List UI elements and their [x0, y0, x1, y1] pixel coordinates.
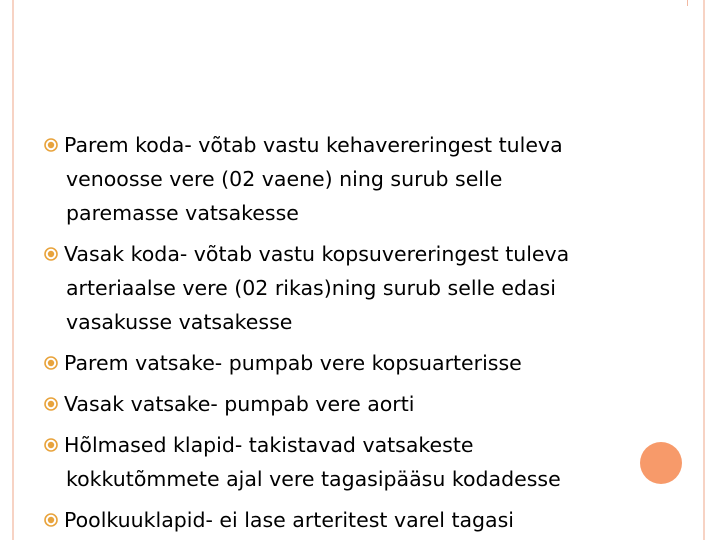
bullet-text: Parem vatsake- pumpab vere kopsuarterisse	[64, 351, 522, 375]
bullet-item	[44, 428, 624, 496]
sun-bullet-icon	[44, 138, 58, 152]
sun-bullet-icon	[44, 356, 58, 370]
decorative-dash	[687, 0, 688, 6]
bullet-text: Vasak vatsake- pumpab vere aorti	[64, 392, 415, 416]
bullet-text: Poolkuuklapid- ei lase arteritest varel tagasi	[64, 508, 514, 532]
sun-bullet-icon	[44, 397, 58, 411]
bullet-list	[44, 128, 624, 544]
bullet-text: Hõlmased klapid- takistavad vatsakeste	[64, 433, 474, 457]
bullet-item	[44, 346, 624, 380]
bullet-text-continuation: arteriaalse vere (02 rikas)ning surub selle edasi	[66, 276, 556, 300]
bullet-text: Parem koda- võtab vastu kehavereringest tuleva	[64, 133, 563, 157]
bullet-item	[44, 128, 624, 230]
bullet-item	[44, 387, 624, 421]
bullet-text-continuation: vasakusse vatsakesse	[66, 310, 293, 334]
bullet-text-continuation: paremasse vatsakesse	[66, 201, 299, 225]
sun-bullet-icon	[44, 438, 58, 452]
sun-bullet-icon	[44, 247, 58, 261]
bullet-text-continuation: venoosse vere (02 vaene) ning surub selle	[66, 167, 503, 191]
accent-dot	[640, 442, 682, 484]
bullet-item	[44, 237, 624, 339]
bullet-item	[44, 503, 624, 537]
bullet-text-continuation: kokkutõmmete ajal vere tagasipääsu kodadesse	[66, 467, 561, 491]
bullet-text: Vasak koda- võtab vastu kopsuvereringest tuleva	[64, 242, 570, 266]
sun-bullet-icon	[44, 513, 58, 527]
